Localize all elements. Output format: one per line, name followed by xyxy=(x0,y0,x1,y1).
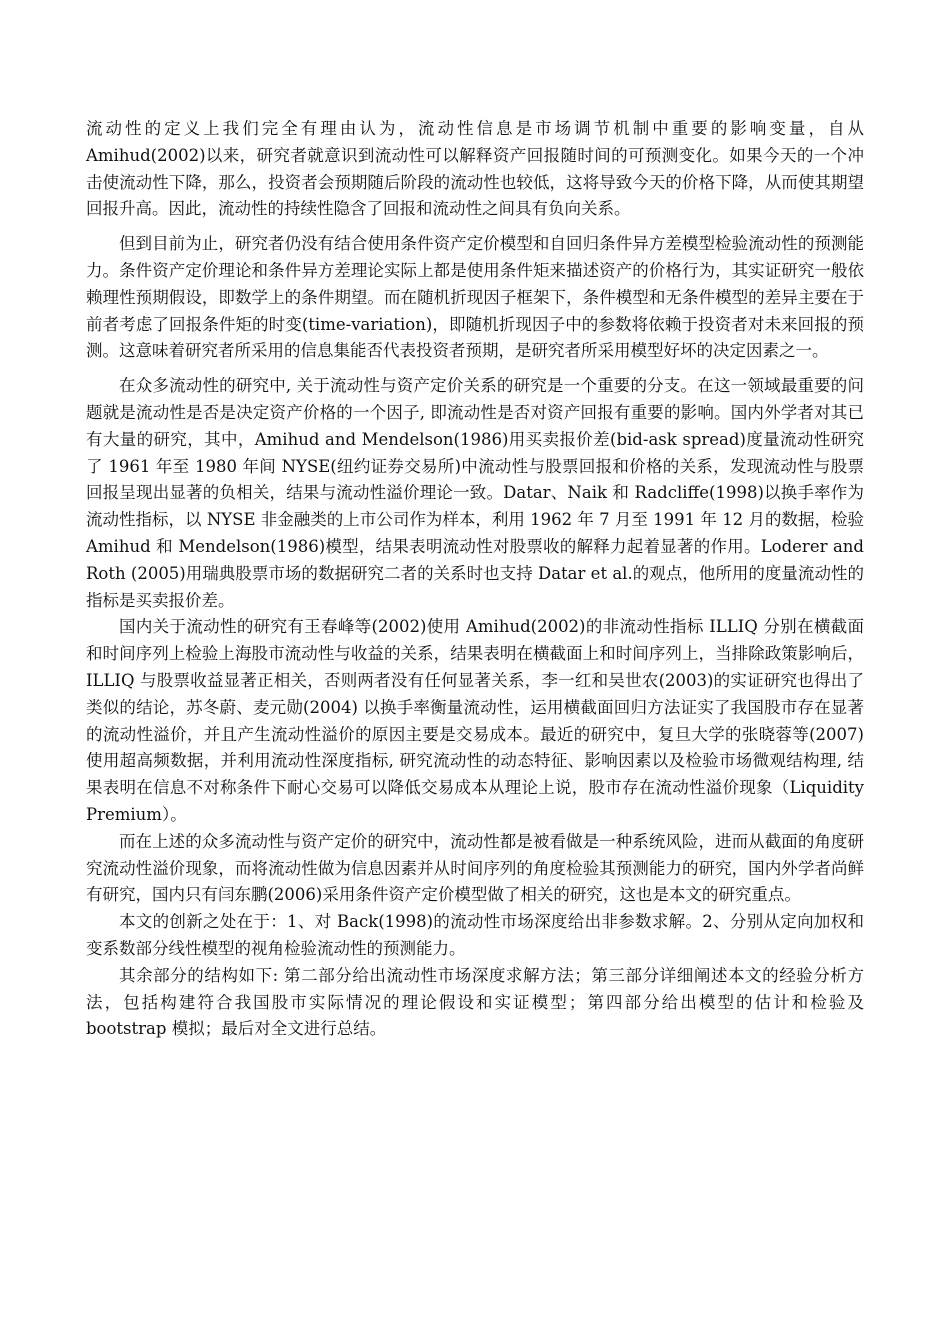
paragraph-3: 在众多流动性的研究中, 关于流动性与资产定价关系的研究是一个重要的分支。在这一领域最重要的问题就是流动性是否是决定资产价格的一个因子, 即流动性是否对资产回报有重要的影响。国内外学者对其已有大量的研究，其中，Amihud and Mendelson(1986)用买卖报价差(bid-ask spread)度量流动性研究了 1961 年至 1980 年间 NYSE(纽约证券交易所)中流动性与股票回报和价格的关系，发现流动性与股票回报呈现出显著的负相关，结果与流动性溢价理论一致。Datar、Naik 和 Radcliffe(1998)以换手率作为流动性指标，以 NYSE 非金融类的上市公司作为样本，利用 1962 年 7 月至 1991 年 12 月的数据，检验 Amihud 和 Mendelson(1986)模型，结果表明流动性对股票收的解释力起着显著的作用。Loderer and Roth (2005)用瑞典股票市场的数据研究二者的关系时也支持 Datar et al.的观点，他所用的度量流动性的指标是买卖报价差。 xyxy=(86,376,864,610)
paragraph-7: 其余部分的结构如下: 第二部分给出流动性市场深度求解方法；第三部分详细阐述本文的经验分析方法，包括构建符合我国股市实际情况的理论假设和实证模型；第四部分给出模型的估计和检验及 bootstrap 模拟；最后对全文进行总结。 xyxy=(86,965,864,1039)
paragraph-1: 流动性的定义上我们完全有理由认为，流动性信息是市场调节机制中重要的影响变量，自从Amihud(2002)以来，研究者就意识到流动性可以解释资产回报随时间的可预测变化。如果今天的一个冲击使流动性下降，那么，投资者会预期随后阶段的流动性也较低，这将导致今天的价格下降，从而使其期望回报升高。因此，流动性的持续性隐含了回报和流动性之间具有负向关系。 xyxy=(86,119,864,219)
paragraph-6: 本文的创新之处在于：1、对 Back(1998)的流动性市场深度给出非参数求解。2、分别从定向加权和变系数部分线性模型的视角检验流动性的预测能力。 xyxy=(86,912,864,958)
paragraph-5: 而在上述的众多流动性与资产定价的研究中，流动性都是被看做是一种系统风险，进而从截面的角度研究流动性溢价现象，而将流动性做为信息因素并从时间序列的角度检验其预测能力的研究，国内外学者尚鲜有研究，国内只有闫东鹏(2006)采用条件资产定价模型做了相关的研究，这也是本文的研究重点。 xyxy=(86,831,864,905)
document-body xyxy=(86,116,864,1043)
paragraph-2: 但到目前为止，研究者仍没有结合使用条件资产定价模型和自回归条件异方差模型检验流动性的预测能力。条件资产定价理论和条件异方差理论实际上都是使用条件矩来描述资产的价格行为，其实证研究一般依赖理性预期假设，即数学上的条件期望。而在随机折现因子框架下，条件模型和无条件模型的差异主要在于前者考虑了回报条件矩的时变(time-variation)，即随机折现因子中的参数将依赖于投资者对未来回报的预测。这意味着研究者所采用的信息集能否代表投资者预期，是研究者所采用模型好坏的决定因素之一。 xyxy=(86,234,864,361)
paragraph-4: 国内关于流动性的研究有王春峰等(2002)使用 Amihud(2002)的非流动性指标 ILLIQ 分别在横截面和时间序列上检验上海股市流动性与收益的关系，结果表明在横截面上和时间序列上，当排除政策影响后，ILLIQ 与股票收益显著正相关，否则两者没有任何显著关系，李一红和吴世农(2003)的实证研究也得出了类似的结论，苏冬蔚、麦元勋(2004) 以换手率衡量流动性，运用横截面回归方法证实了我国股市存在显著的流动性溢价，并且产生流动性溢价的原因主要是交易成本。最近的研究中，复旦大学的张晓蓉等(2007)使用超高频数据，并利用流动性深度指标, 研究流动性的动态特征、影响因素以及检验市场微观结构理, 结果表明在信息不对称条件下耐心交易可以降低交易成本从理论上说，股市存在流动性溢价现象（Liquidity Premium）。 xyxy=(86,617,864,824)
